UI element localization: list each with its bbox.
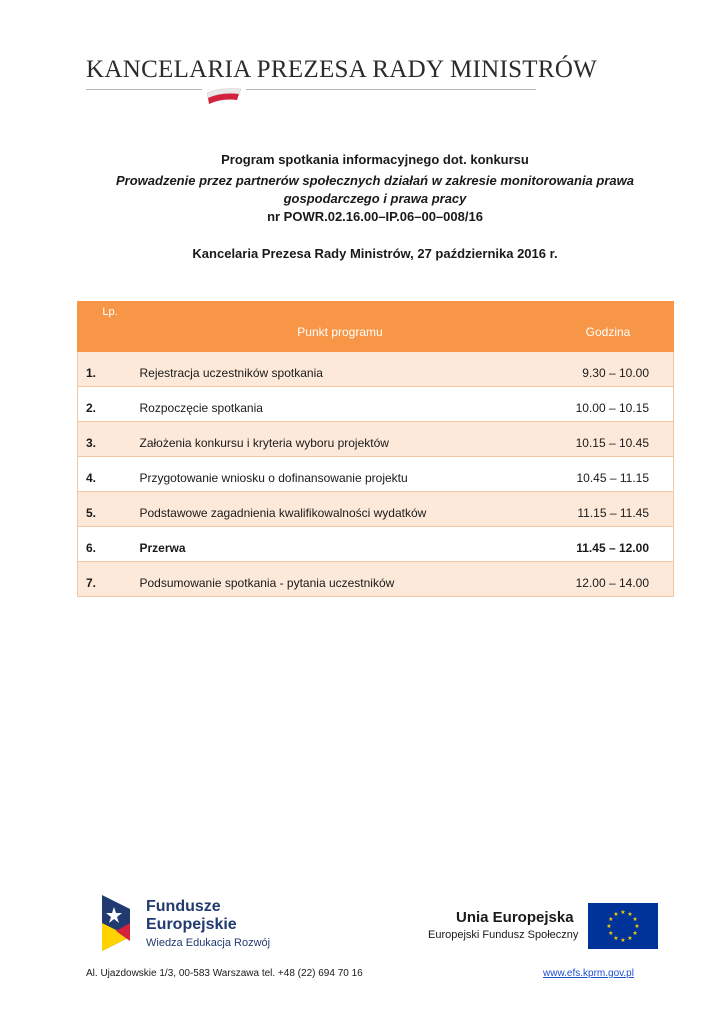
polish-flag-icon: [204, 84, 244, 106]
subtitle-line-1: Prowadzenie przez partnerów społecznych działań w zakresie monitorowania prawa: [116, 173, 634, 188]
eu-star-icon: ★: [627, 911, 633, 918]
org-header-title: KANCELARIA PREZESA RADY MINISTRÓW: [86, 56, 598, 83]
document-number: nr POWR.02.16.00–IP.06–00–008/16: [267, 209, 483, 224]
row-lp: 6.: [78, 527, 136, 562]
row-time: 10.15 – 10.45: [542, 422, 674, 457]
eu-star-icon: ★: [608, 931, 614, 937]
fundusze-europejskie-logo-icon: [100, 893, 140, 953]
row-time: 10.45 – 11.15: [542, 457, 674, 492]
row-time: 10.00 – 10.15: [542, 387, 674, 422]
eu-star-icon: ★: [632, 917, 638, 923]
row-time: 11.15 – 11.45: [542, 492, 674, 527]
eu-star-icon: ★: [613, 911, 619, 918]
row-item: Podstawowe zagadnienia kwalifikowalności wydatków: [136, 492, 542, 527]
row-item: Podsumowanie spotkania - pytania uczestników: [136, 562, 542, 597]
eu-star-icon: ★: [606, 924, 612, 930]
row-item: Rejestracja uczestników spotkania: [136, 352, 542, 387]
table-row: [78, 457, 674, 492]
row-lp: 4.: [78, 457, 136, 492]
footer-address: Al. Ujazdowskie 1/3, 00-583 Warszawa tel. +48 (22) 694 70 16: [86, 968, 363, 979]
table-row: [78, 492, 674, 527]
eu-star-icon: ★: [620, 910, 626, 916]
eu-flag-icon: [588, 903, 658, 949]
document-title: Program spotkania informacyjnego dot. konkursu: [221, 152, 529, 167]
table-row: [78, 387, 674, 422]
header-time: Godzina: [542, 302, 674, 352]
row-lp: 1.: [78, 352, 136, 387]
row-lp: 2.: [78, 387, 136, 422]
table-row: [78, 562, 674, 597]
table-row: [78, 352, 674, 387]
header-lp: Lp.: [78, 302, 136, 352]
document-venue: Kancelaria Prezesa Rady Ministrów, 27 października 2016 r.: [192, 246, 558, 261]
row-item: Przerwa: [136, 527, 542, 562]
row-item: Założenia konkursu i kryteria wyboru projektów: [136, 422, 542, 457]
agenda-header-row: [78, 302, 674, 352]
row-item: Rozpoczęcie spotkania: [136, 387, 542, 422]
eu-star-icon: ★: [620, 938, 626, 944]
eu-logo-line2: Europejski Fundusz Społeczny: [428, 929, 579, 941]
table-row-break: [78, 527, 674, 562]
agenda-table: [77, 301, 674, 597]
eu-star-icon: ★: [632, 931, 638, 937]
row-time: 9.30 – 10.00: [542, 352, 674, 387]
eu-star-icon: ★: [634, 924, 640, 930]
fe-logo-line2: Europejskie: [146, 916, 237, 933]
document-subtitle: [80, 172, 670, 208]
eu-star-icon: ★: [613, 936, 619, 943]
fe-logo-line1: Fundusze: [146, 898, 221, 915]
row-time: 11.45 – 12.00: [542, 527, 674, 562]
row-lp: 5.: [78, 492, 136, 527]
row-lp: 3.: [78, 422, 136, 457]
row-lp: 7.: [78, 562, 136, 597]
fe-logo-line3: Wiedza Edukacja Rozwój: [146, 937, 271, 949]
row-time: 12.00 – 14.00: [542, 562, 674, 597]
row-item: Przygotowanie wniosku o dofinansowanie projektu: [136, 457, 542, 492]
header-item: Punkt programu: [136, 302, 542, 352]
table-row: [78, 422, 674, 457]
footer-website-link[interactable]: www.efs.kprm.gov.pl: [543, 968, 634, 979]
subtitle-line-2: gospodarczego i prawa pracy: [283, 191, 467, 206]
header-rule-right: [246, 89, 536, 90]
eu-star-icon: ★: [608, 917, 614, 923]
header-rule-left: [86, 89, 202, 90]
eu-star-icon: ★: [627, 936, 633, 943]
eu-logo-line1: Unia Europejska: [456, 909, 574, 926]
